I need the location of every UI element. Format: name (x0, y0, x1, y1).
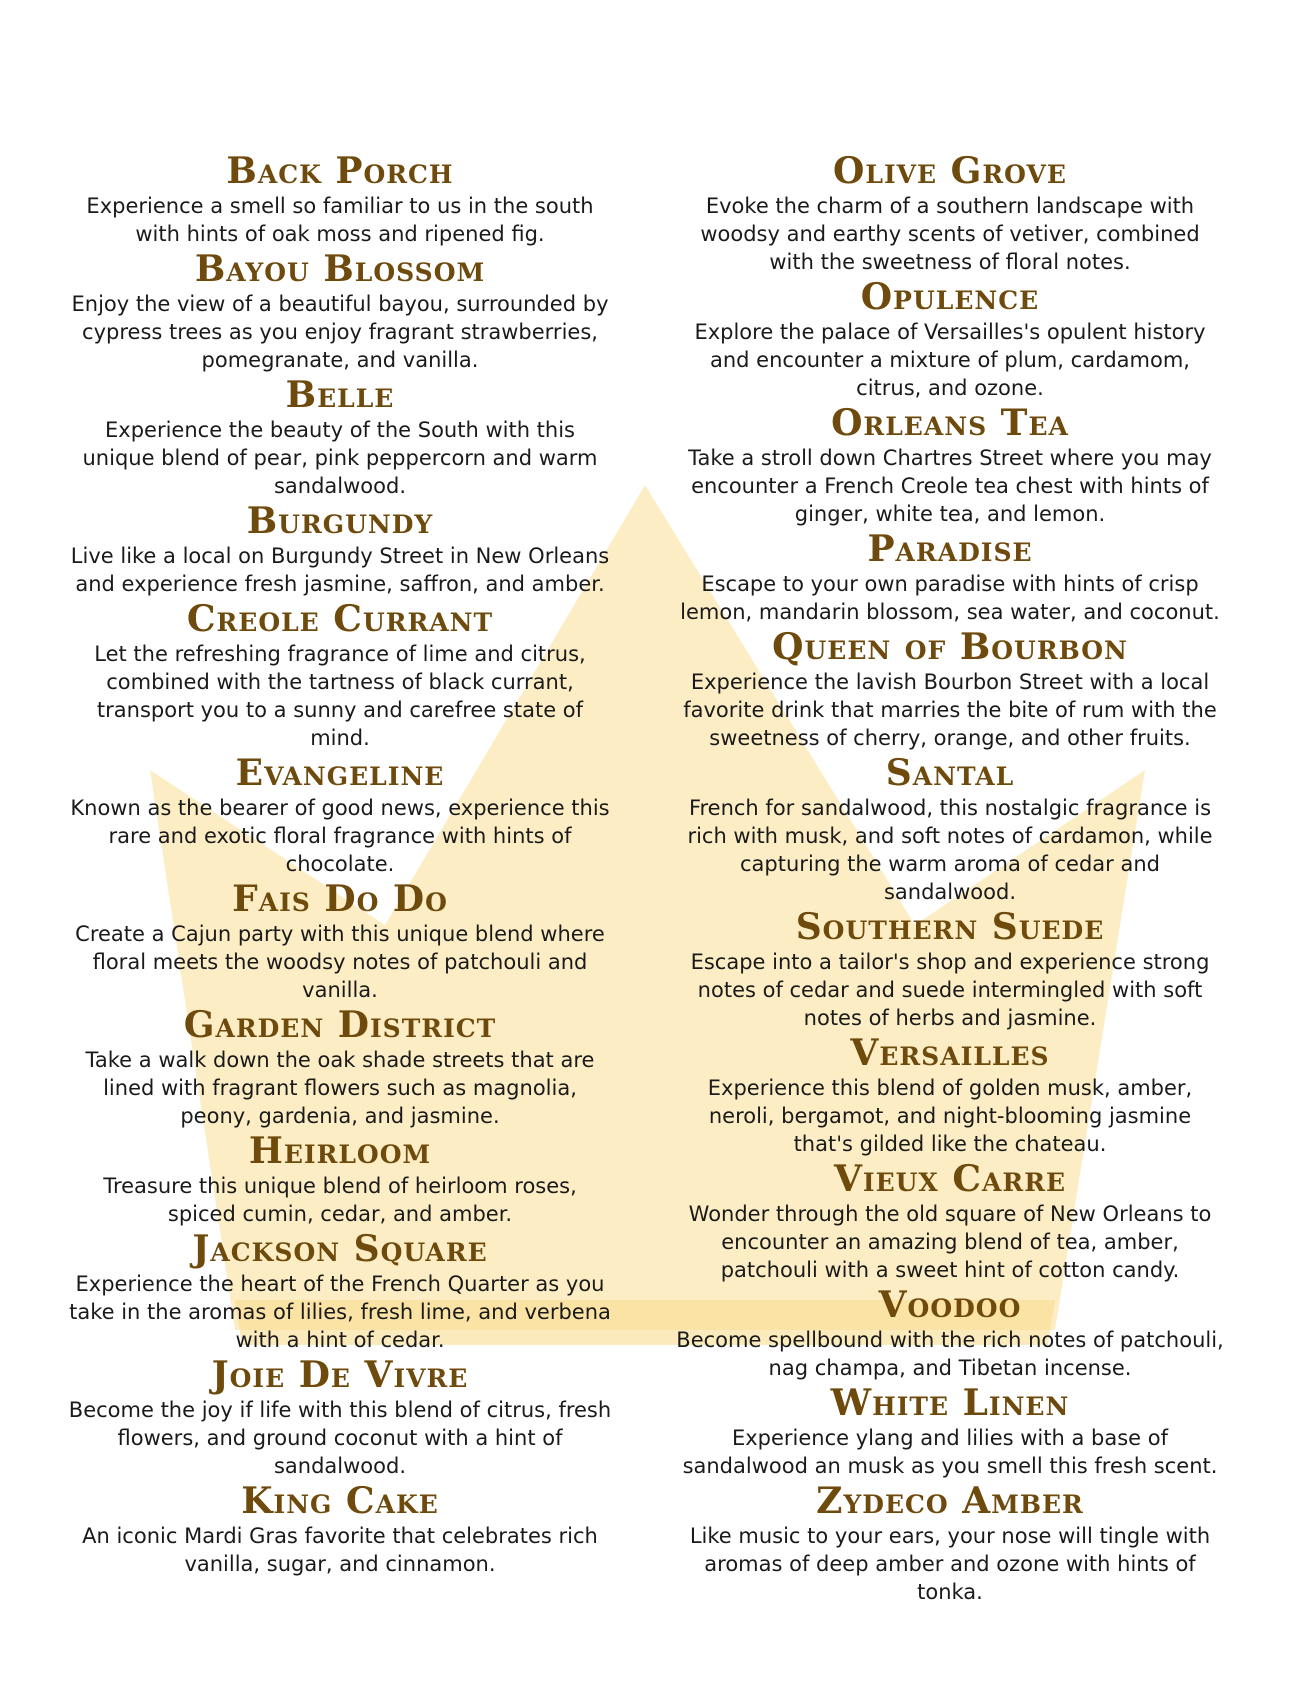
scent-description: Let the refreshing fragrance of lime and citrus, combined with the tartness of black currant, transport you to a sunny and carefree state of mind. (94, 642, 586, 750)
scent-title: Zydeco Amber (816, 1480, 1084, 1522)
scent-description: Escape into a tailor's shop and experience strong notes of cedar and suede intermingled with soft notes of herbs and jasmine. (690, 950, 1210, 1030)
scent-evangeline (60, 752, 620, 878)
scent-description: An iconic Mardi Gras favorite that celebrates rich vanilla, sugar, and cinnamon. (82, 1524, 598, 1576)
scent-description: Enjoy the view of a beautiful bayou, surrounded by cypress trees as you enjoy fragrant strawberries, pomegranate, and vanilla. (71, 292, 609, 372)
scent-title: Paradise (867, 528, 1033, 570)
scent-orleans-tea (670, 402, 1230, 528)
scent-description: Wonder through the old square of New Orleans to encounter an amazing blend of tea, amber, patchouli with a sweet hint of cotton candy. (688, 1202, 1212, 1282)
scent-burgundy (60, 500, 620, 598)
scent-vieux-carre (670, 1158, 1230, 1284)
scent-title: Back Porch (226, 150, 454, 192)
scent-back-porch (60, 150, 620, 248)
scent-title: Heirloom (248, 1130, 432, 1172)
scent-title: Vieux Carre (833, 1158, 1067, 1200)
scent-paradise (670, 528, 1230, 626)
scent-description: Experience the beauty of the South with this unique blend of pear, pink peppercorn and warm sandalwood. (82, 418, 598, 498)
scent-title: Belle (285, 374, 395, 416)
scent-description: Explore the palace of Versailles's opulent history and encounter a mixture of plum, cardamom, citrus, and ozone. (694, 320, 1206, 400)
scent-jackson-square (60, 1228, 620, 1354)
scent-title: Opulence (860, 276, 1040, 318)
scent-description: Experience the heart of the French Quarter as you take in the aromas of lilies, fresh lime, and verbena with a hint of cedar. (69, 1272, 611, 1352)
scent-title: Joie De Vivre (211, 1354, 469, 1396)
scent-description: Experience a smell so familiar to us in the south with hints of oak moss and ripened fig. (86, 194, 594, 246)
scent-description: Experience ylang and lilies with a base of sandalwood an musk as you smell this fresh scent. (682, 1426, 1218, 1478)
scent-description: Evoke the charm of a southern landscape with woodsy and earthy scents of vetiver, combined with the sweetness of floral notes. (700, 194, 1200, 274)
scent-title: Bayou Blossom (194, 248, 486, 290)
scent-description: Experience the lavish Bourbon Street with a local favorite drink that marries the bite of rum with the sweetness of cherry, orange, and other fruits. (683, 670, 1217, 750)
scent-title: Orleans Tea (831, 402, 1069, 444)
scent-title: Versailles (850, 1032, 1050, 1074)
scent-bayou-blossom (60, 248, 620, 374)
scent-description: Create a Cajun party with this unique blend where floral meets the woodsy notes of patchouli and vanilla. (75, 922, 605, 1002)
scent-title: Fais Do Do (232, 878, 448, 920)
scent-fais-do-do (60, 878, 620, 1004)
scent-zydeco-amber (670, 1480, 1230, 1606)
scent-description: Take a walk down the oak shade streets that are lined with fragrant flowers such as magnolia, peony, gardenia, and jasmine. (85, 1048, 595, 1128)
scent-queen-of-bourbon (670, 626, 1230, 752)
scent-title: Jackson Square (192, 1228, 488, 1270)
scent-heirloom (60, 1130, 620, 1228)
scent-description: Like music to your ears, your nose will tingle with aromas of deep amber and ozone with hints of tonka. (689, 1524, 1211, 1604)
scent-title: Santal (885, 752, 1015, 794)
scent-description: Experience this blend of golden musk, amber, neroli, bergamot, and night-blooming jasmine that's gilded like the chateau. (707, 1076, 1193, 1156)
scent-description: Take a stroll down Chartres Street where you may encounter a French Creole tea chest with hints of ginger, white tea, and lemon. (688, 446, 1212, 526)
scent-title: White Linen (830, 1382, 1070, 1424)
scent-santal (670, 752, 1230, 906)
scent-title: King Cake (241, 1480, 439, 1522)
scent-description: Become spellbound with the rich notes of patchouli, nag champa, and Tibetan incense. (676, 1328, 1224, 1380)
scent-title: Southern Suede (795, 906, 1105, 948)
scent-title: Queen of Bourbon (772, 626, 1128, 668)
scent-creole-currant (60, 598, 620, 752)
scent-title: Creole Currant (186, 598, 494, 640)
scent-description: Become the joy if life with this blend of citrus, fresh flowers, and ground coconut with a hint of sandalwood. (68, 1398, 612, 1478)
scent-joie-de-vivre (60, 1354, 620, 1480)
scent-description: Live like a local on Burgundy Street in New Orleans and experience fresh jasmine, saffron, and amber. (70, 544, 610, 596)
scent-description: French for sandalwood, this nostalgic fragrance is rich with musk, and soft notes of cardamon, while capturing the warm aroma of cedar and sandalwood. (687, 796, 1213, 904)
scent-description: Escape to your own paradise with hints of crisp lemon, mandarin blossom, sea water, and coconut. (680, 572, 1220, 624)
right-column (670, 150, 1230, 1606)
scent-title: Garden District (183, 1004, 497, 1046)
scent-title: Olive Grove (833, 150, 1067, 192)
scent-description: Known as the bearer of good news, experience this rare and exotic floral fragrance with hints of chocolate. (70, 796, 610, 876)
scent-versailles (670, 1032, 1230, 1158)
scent-olive-grove (670, 150, 1230, 276)
left-column (60, 150, 620, 1578)
scent-king-cake (60, 1480, 620, 1578)
scent-title: Evangeline (235, 752, 445, 794)
scent-voodoo (670, 1284, 1230, 1382)
scent-southern-suede (670, 906, 1230, 1032)
scent-white-linen (670, 1382, 1230, 1480)
scent-title: Burgundy (246, 500, 434, 542)
scent-title: Voodoo (878, 1284, 1022, 1326)
scent-garden-district (60, 1004, 620, 1130)
scent-opulence (670, 276, 1230, 402)
scent-belle (60, 374, 620, 500)
scent-description: Treasure this unique blend of heirloom roses, spiced cumin, cedar, and amber. (103, 1174, 577, 1226)
